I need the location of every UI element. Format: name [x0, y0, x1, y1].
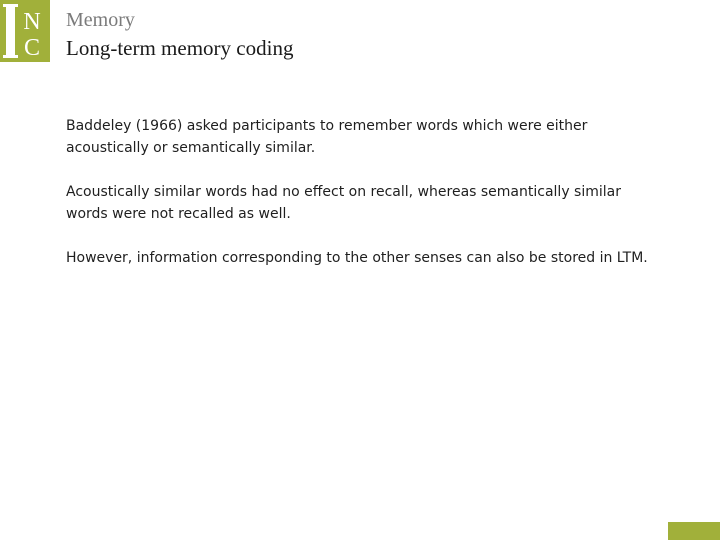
nc-logo	[0, 0, 50, 62]
nc-logo-mark	[0, 0, 50, 62]
corner-accent-bar	[668, 522, 720, 540]
logo-letter-n: N	[23, 9, 41, 35]
body-paragraph: Acoustically similar words had no effect on recall, whereas semantically similar words were not recalled as well.	[66, 184, 621, 222]
slide-body	[66, 115, 656, 291]
logo-letter-c: C	[23, 35, 41, 61]
slide-title: Long-term memory coding	[66, 36, 294, 60]
body-paragraph: Baddeley (1966) asked participants to remember words which were either acoustically or semantically similar.	[66, 118, 588, 156]
slide-subtitle: Memory	[66, 9, 135, 31]
body-paragraph: However, information corresponding to the other senses can also be stored in LTM.	[66, 250, 648, 266]
